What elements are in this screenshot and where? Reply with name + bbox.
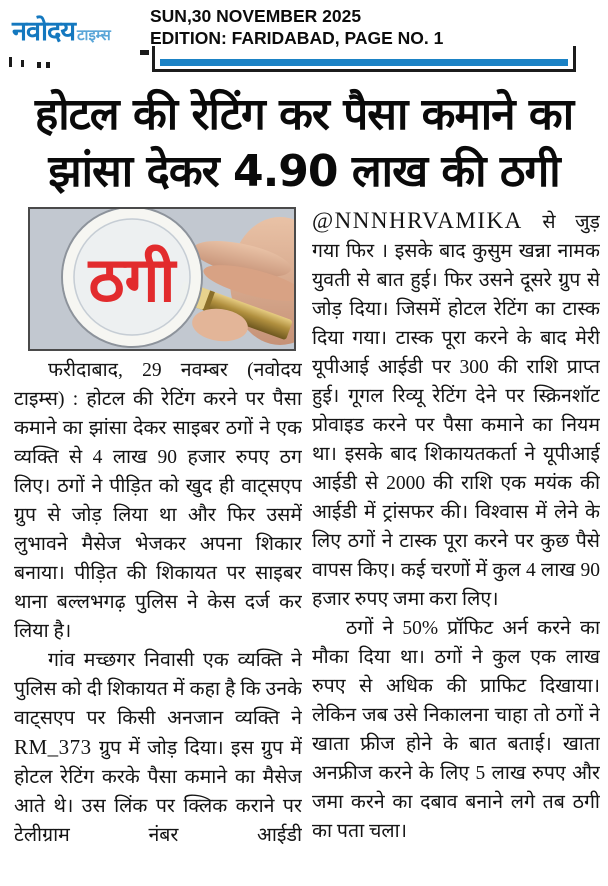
headline-line-1: होटल की रेटिंग कर पैसा कमाने का: [34, 89, 574, 140]
edition-line: EDITION: FARIDABAD, PAGE NO. 1: [150, 27, 444, 48]
crop-artifact-mark: [37, 62, 41, 68]
paragraph-text: ग्रुप में जोड़ दिया। इस ग्रुप में होटल रेटिंग करके पैसा कमाने का मैसेज आते थे। उस लिंक पर क्लिक कराने पर टेलीग्राम नंबर आईडी: [14, 738, 302, 846]
paragraph-text: से जुड़ गया फिर । इसके बाद कुसुम खन्ना नामक युवती से बात हुई। फिर उसने दूसरे ग्रुप से जोड़ दिया। जिसमें होटल रेटिंग का टास्क दिया गया। टास्क पूरा करने के बाद मेरी यूपीआई आईडी पर 300 की राशि प्राप्त हुई। गूगल रिव्यू रेटिंग देने पर स्क्रिनशॉट प्रोवाइड करने पर पैसा कमाने का नियम था। इसके बाद शिकायतकर्ता ने यूपीआई आईडी से 2000 की राशि एक मयंक की आईडी में ट्रांसफर की। विश्वास में लेने के लिए ठगों ने टास्क पूरा करने पर कुछ पैसे वापस किए। कई चरणों में कुल 4 लाख 90 हजार रुपए जमा करा लिए।: [312, 212, 600, 610]
cropped-frame-box: [152, 46, 576, 72]
date-line: SUN,30 NOVEMBER 2025: [150, 6, 362, 26]
crop-artifact-mark: [21, 60, 24, 67]
newspaper-logo-sub: टाइम्स: [77, 26, 111, 44]
blue-rule: [160, 59, 568, 66]
article-column-right: [312, 206, 600, 880]
newspaper-logo-main: नवोदय: [12, 16, 75, 47]
article-paragraph-1: फरीदाबाद, 29 नवम्बर (नवोदय टाइम्स) : होटल की रेटिंग करने पर पैसा कमाने का झांसा देकर साइबर ठगों ने एक व्यक्ति से 4 लाख 90 हजार रुपए ठग लिए। ठगों ने पीड़ित को खुद ही वाट्सएप ग्रुप से जोड़ लिया था और फिर उसमें लुभावने मैसेज भेजकर अपना शिकार बनाया। पीड़ित की शिकायत पर साइबर थाना बल्लभगढ़ पुलिस ने केस दर्ज कर लिया है।: [14, 360, 302, 642]
article-paragraph-3: [312, 206, 600, 614]
article-paragraph-4: ठगों ने 50% प्रॉफिट अर्न करने का मौका दिया था। ठगों ने कुल एक लाख रुपए से अधिक की प्राफिट दिखाया। लेकिन जब उसे निकालना चाहा तो ठगों ने खाता फ्रीज होने के बात बताई। खाता अनफ्रीज करने के लिए 5 लाख रुपए और जमा करने का दबाव बनाने लगे तब ठगी का पता चला।: [312, 618, 600, 842]
article-headline: [0, 86, 608, 200]
crop-artifact-mark: [140, 50, 149, 55]
crop-artifact-mark: [46, 62, 50, 68]
crop-artifact-mark: [9, 57, 12, 67]
article-paragraph-2: [14, 646, 302, 850]
article-column-left: [14, 356, 302, 880]
photo-overlay-text: ठगी: [88, 243, 176, 316]
paragraph-text: गांव मच्छगर निवासी एक व्यक्ति ने पुलिस को दी शिकायत में कहा है कि उनके वाट्सएप पर किसी अनजान व्यक्ति ने: [14, 650, 302, 729]
whatsapp-group-code: RM_373: [14, 735, 92, 759]
edition-info: [150, 6, 443, 49]
newspaper-logo: [12, 11, 111, 48]
article-photo: [28, 207, 296, 351]
telegram-handle-text: @NNNHRVAMIKA: [312, 208, 523, 233]
headline-line-2: झांसा देकर 4.90 लाख की ठगी: [48, 146, 560, 197]
magnifier-illustration: [30, 209, 294, 349]
